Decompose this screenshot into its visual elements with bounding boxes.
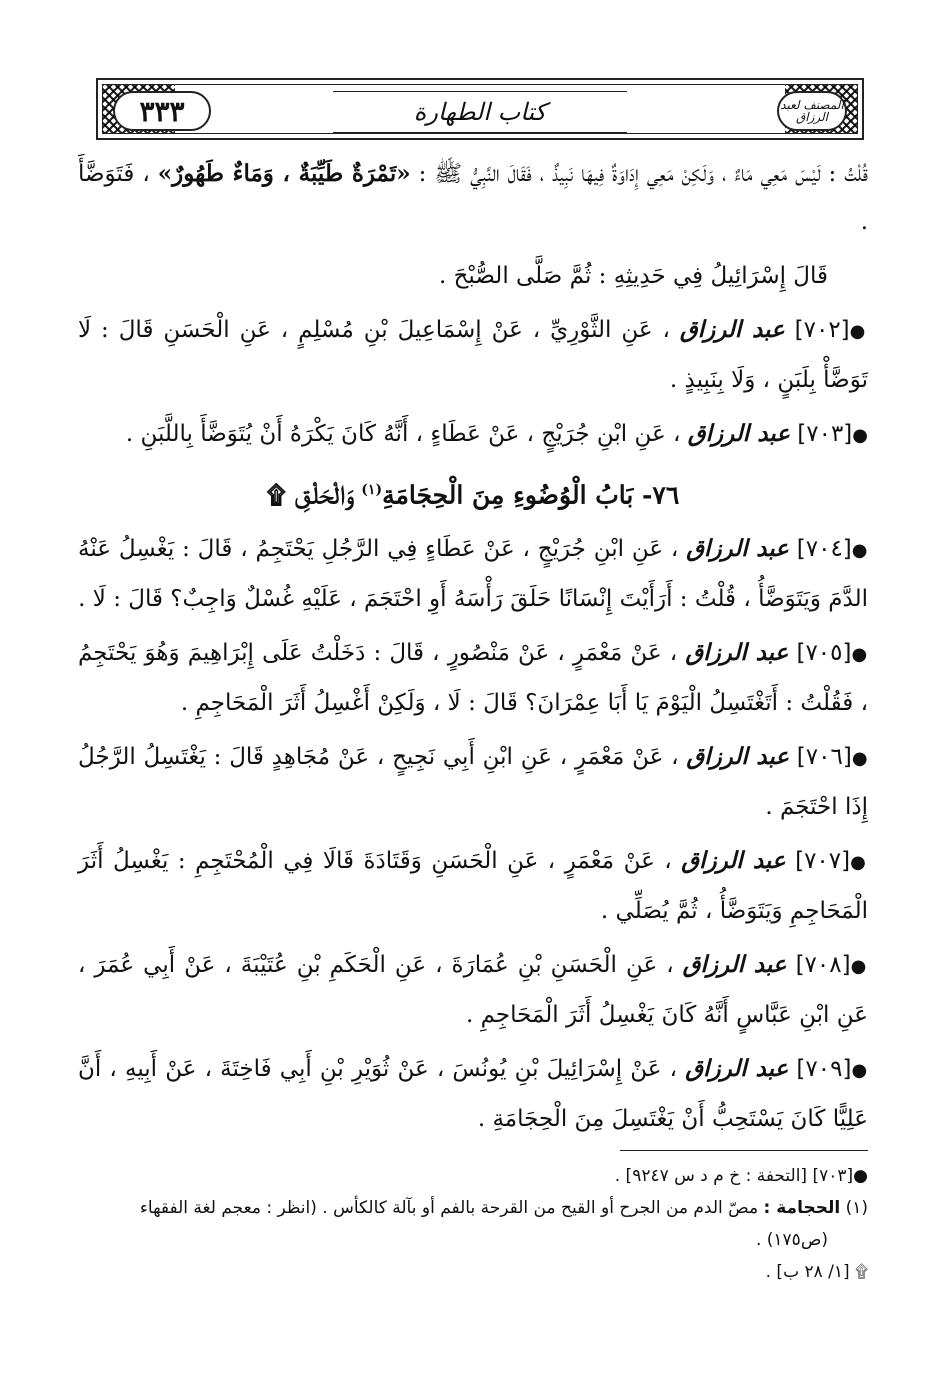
- bullet-icon: ●: [853, 1166, 868, 1186]
- footnote-term: الحجامة :: [763, 1198, 841, 1218]
- header-frame: [102, 84, 858, 134]
- hadith-703: [78, 410, 868, 460]
- hadith-quote: «تَمْرَةٌ طَيِّبَةٌ ، وَمَاءٌ طَهُورٌ»: [157, 160, 411, 187]
- bullet-icon: ●: [850, 956, 869, 978]
- chapter-title: كتاب الطهارة: [333, 91, 627, 133]
- footnote-manuscript-ref: ۩ [١/ ٢٨ ب] .: [765, 1262, 868, 1282]
- main-text: [78, 150, 868, 1149]
- footnote-number: (١): [845, 1198, 868, 1218]
- text-span: قُلْتُ : لَيْسَ مَعِي مَاءٌ ، وَلَكِنْ مَعِي إِدَاوَةٌ فِيهَا نَبِيذٌ ، فَقَالَ النَّبِيُّ ﷺ :: [418, 161, 869, 187]
- paragraph-note: قَالَ إِسْرَائِيلُ فِي حَدِيثِهِ : ثُمَّ صَلَّى الصُّبْحَ .: [438, 263, 828, 289]
- hadith-text: ، عَنْ إِسْرَائِيلَ بْنِ يُونُسَ ، عَنْ ثُوَيْرِ بْنِ أَبِي فَاخِتَةَ ، عَنْ أَبِيهِ ، أَنَّ عَلِيًّا كَانَ يَسْتَحِبُّ أَنْ يَغْتَسِلَ مِنَ الْحِجَامَةِ .: [78, 1056, 868, 1133]
- footnote-divider: [620, 1150, 868, 1151]
- hadith-number: [٧٠٢]: [794, 317, 850, 343]
- narrator-name: عبد الرزاق: [687, 420, 790, 447]
- bullet-icon: ●: [852, 425, 868, 446]
- bullet-icon: ●: [851, 644, 868, 666]
- hadith-number: [٧٠٧]: [795, 848, 851, 875]
- section-title: ٧٦- بَابُ الْوُضُوءِ مِنَ الْحِجَامَةِ: [382, 480, 680, 510]
- hadith-708: [78, 941, 868, 1039]
- hadith-text: ، عَنْ مَعْمَرٍ ، عَنْ مَنْصُورٍ ، قَالَ : دَخَلْتُ عَلَى إِبْرَاهِيمَ وَهُوَ يَحْتَجِمُ ، فَقُلْتُ : أَتَغْتَسِلُ الْيَوْمَ يَا أَبَا عِمْرَانَ؟ قَالَ : لَا ، وَلَكِنْ أَغْسِلُ أَثَرَ الْمَحَاجِمِ .: [78, 640, 868, 717]
- hadith-text: ، عَنِ ابْنِ جُرَيْجٍ ، عَنْ عَطَاءٍ ، أَنَّهُ كَانَ يَكْرَهُ أَنْ يُتَوَضَّأَ بِاللَّبَنِ .: [125, 421, 681, 447]
- hadith-705: [78, 629, 868, 727]
- footnote-marker: (١): [361, 482, 383, 498]
- footnotes: [78, 1160, 868, 1288]
- footnote-text: مصّ الدم من الجرح أو القيح من القرحة بالفم أو بآلة كالكأس . (انظر : معجم لغة الفقهاء: [139, 1198, 759, 1218]
- narrator-name: عبد الرزاق: [685, 639, 789, 667]
- hadith-text: ، عَنْ مَعْمَرٍ ، عَنِ ابْنِ أَبِي نَجِيحٍ ، عَنْ مُجَاهِدٍ قَالَ : يَغْتَسِلُ الرَّجُلُ إِذَا احْتَجَمَ .: [78, 744, 868, 821]
- narrator-name: عبد الرزاق: [686, 743, 789, 771]
- text-span: ، فَتَوَضَّأَ .: [78, 161, 868, 235]
- hadith-707: [78, 837, 868, 935]
- hadith-number: [٧٠٤]: [796, 536, 852, 563]
- narrator-name: عبد الرزاق: [681, 847, 786, 875]
- bullet-icon: ●: [849, 321, 868, 342]
- hadith-text: ، عَنْ مَعْمَرٍ ، عَنِ الْحَسَنِ وَقَتَادَةَ قَالَا فِي الْمُحْتَجِمِ : يَغْسِلُ أَثَرَ الْمَحَاجِمِ وَيَتَوَضَّأُ ، ثُمَّ يُصَلِّي .: [78, 848, 868, 925]
- hadith-704: [78, 525, 868, 623]
- narrator-name: عبد الرزاق: [682, 951, 787, 979]
- page-number: ٣٣٣: [113, 91, 211, 131]
- hadith-702: [78, 306, 868, 404]
- narrator-name: عبد الرزاق: [685, 1055, 789, 1083]
- section-heading: [78, 466, 868, 519]
- bullet-icon: ●: [850, 852, 869, 874]
- hadith-706: [78, 733, 868, 831]
- hadith-709: [78, 1045, 868, 1143]
- narrator-name: عبد الرزاق: [679, 316, 785, 343]
- footnote-text: [٧٠٣] [التحفة : خ م د س ٩٢٤٧] .: [614, 1166, 854, 1186]
- paragraph-continuation: [78, 150, 868, 246]
- hadith-number: [٧٠٦]: [796, 744, 852, 771]
- footnote-703: [78, 1160, 868, 1192]
- hadith-text: ، عَنِ الثَّوْرِيِّ ، عَنْ إِسْمَاعِيلَ بْنِ مُسْلِمٍ ، عَنِ الْحَسَنِ قَالَ : لَا تَوَضَّأْ بِلَبَنٍ ، وَلَا بِنَبِيذٍ .: [78, 317, 868, 393]
- hadith-number: [٧٠٨]: [795, 952, 851, 979]
- bullet-icon: ●: [851, 540, 869, 562]
- hadith-number: [٧٠٣]: [797, 421, 853, 447]
- hadith-text: ، عَنِ الْحَسَنِ بْنِ عُمَارَةَ ، عَنِ الْحَكَمِ بْنِ عُتَيْبَةَ ، عَنْ أَبِي عُمَرَ ، عَنِ ابْنِ عَبَّاسٍ أَنَّهُ كَانَ يَغْسِلُ أَثَرَ الْمَحَاجِمِ .: [78, 952, 868, 1029]
- page-header: [96, 78, 864, 140]
- narrator-name: عبد الرزاق: [686, 535, 789, 563]
- book-seal-logo: المصنف لعبد الرزاق: [777, 91, 847, 131]
- hadith-text: ، عَنِ ابْنِ جُرَيْجٍ ، عَنْ عَطَاءٍ فِي الرَّجُلِ يَحْتَجِمُ ، قَالَ : يَغْسِلُ عَنْهُ الدَّمَ وَيَتَوَضَّأُ ، قُلْتُ : أَرَأَيْتَ إِنْسَانًا حَلَقَ رَأْسَهُ أَوِ احْتَجَمَ ، عَلَيْهِ غُسْلٌ وَاجِبٌ؟ قَالَ : لَا .: [78, 536, 868, 613]
- bullet-icon: ●: [851, 748, 869, 770]
- footnote-1-continuation: (ص١٧٥) .: [755, 1230, 828, 1250]
- section-title-end: وَالْحَلْقِ ۩: [266, 480, 353, 510]
- bullet-icon: ●: [851, 1060, 868, 1082]
- footnote-1: [78, 1192, 868, 1224]
- hadith-number: [٧٠٩]: [796, 1056, 852, 1083]
- hadith-number: [٧٠٥]: [796, 640, 852, 667]
